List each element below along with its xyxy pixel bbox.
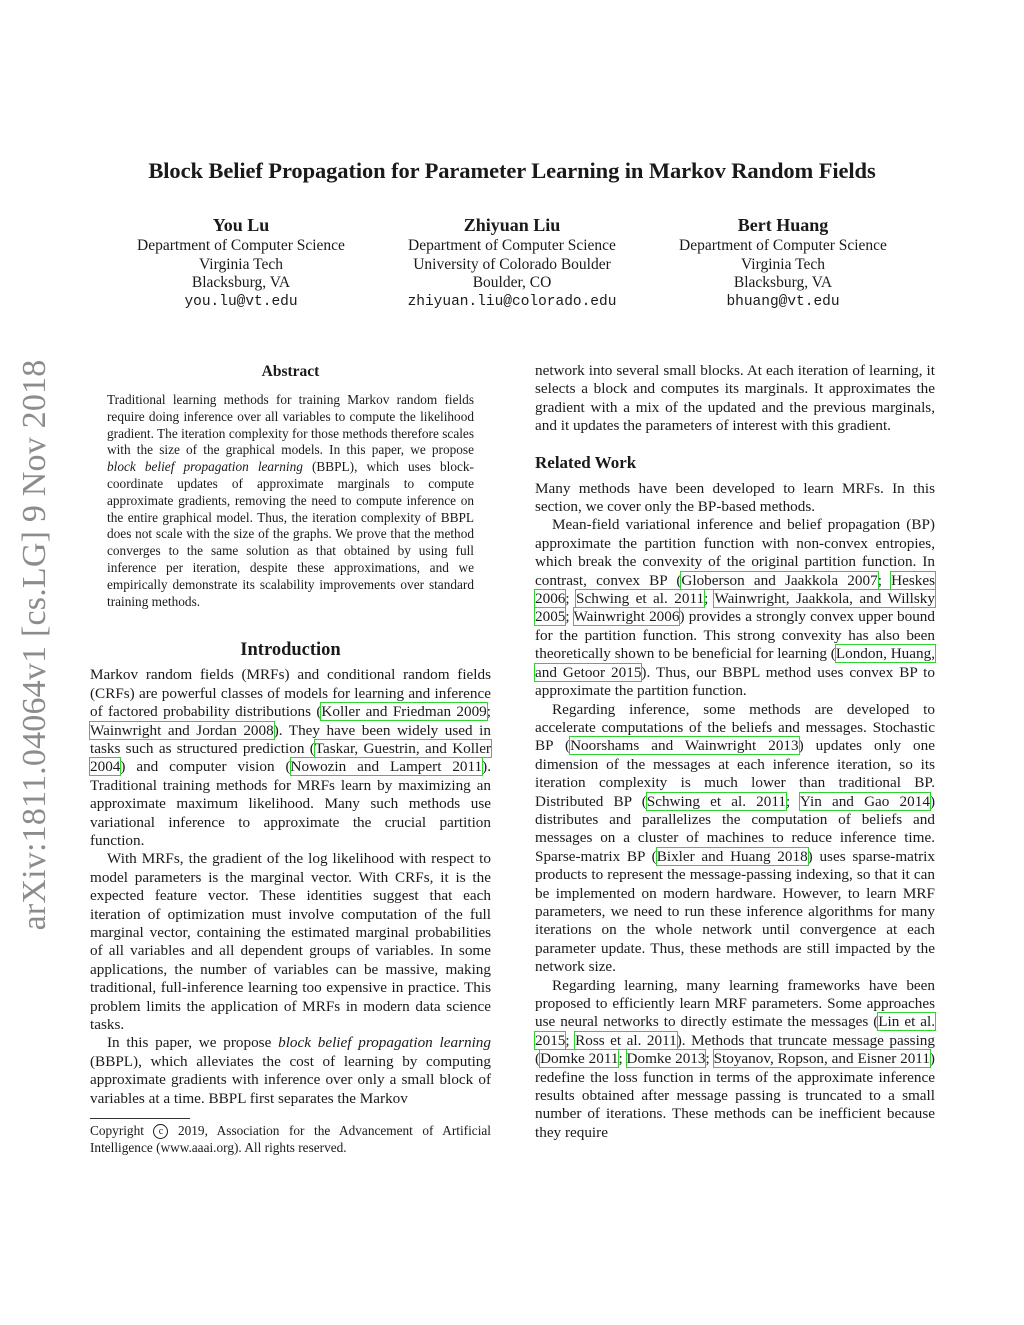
- paragraph: In this paper, we propose block belief propagation learning (BBPL), which alleviates the cost of learning by computing approximate gradients with inference over only a small block of variables at a time. BBPL first separates the Markov: [90, 1034, 491, 1107]
- paragraph: Regarding learning, many learning frameworks have been proposed to efficiently learn MRF parameters. Some approaches use neural networks to directly estimate the messages (Lin et al. 2015; Ross et al. 2011). Methods that truncate message passing (Domke 2011; Domke 2013; Stoyanov, Ropson, and Eisner 2011) redefine the loss function in terms of the approximate inference results obtained after message passing is truncated to a small number of iterations. These methods can be inefficient because they require: [535, 976, 935, 1141]
- introduction-body: [90, 666, 491, 1108]
- citation-link[interactable]: Noorshams and Wainwright 2013: [570, 737, 799, 755]
- citation-link[interactable]: Domke 2013: [626, 1050, 706, 1068]
- citation-link[interactable]: Wainwright and Jordan 2008: [90, 721, 274, 739]
- author-department: Department of Computer Science: [408, 237, 616, 254]
- paragraph: Regarding inference, some methods are developed to accelerate computations of the beliefs and messages. Stochastic BP (Noorshams and Wainwright 2013) updates only one dimension of the messages at each inference iteration, so its iteration complexity is much lower than traditional BP. Distributed BP (Schwing et al. 2011; Yin and Gao 2014) distributes and parallelizes the computation of beliefs and messages on a cluster of machines to reduce inference time. Sparse-matrix BP (Bixler and Huang 2018) uses sparse-matrix products to represent the message-passing indexing, so that it can be implemented on modern hardware. However, to learn MRF parameters, we need to run these inference algorithms for many iterations on the whole network until convergence at each parameter update. Thus, these methods are still impacted by the network size.: [535, 700, 935, 976]
- author-block: [633, 214, 933, 311]
- author-institution: Virginia Tech: [199, 255, 283, 273]
- left-column: [90, 362, 491, 1156]
- citation-link[interactable]: Wainwright 2006: [573, 608, 680, 626]
- author-department: Department of Computer Science: [679, 237, 887, 254]
- citation-link[interactable]: Globerson and Jaakkola 2007: [681, 571, 878, 589]
- citation-link[interactable]: Wainwright, Jaakkola, and Willsky 2005: [535, 590, 935, 626]
- introduction-heading: Introduction: [240, 640, 341, 661]
- paragraph: With MRFs, the gradient of the log likelihood with respect to model parameters is the marginal vector. With CRFs, it is the expected feature vector. These identities suggest that each iteration of optimization must involve computation of the full marginal vector, containing the estimated marginal probabilities of all variables and all dependent groups of variables. In some applications, the number of variables can be massive, making traditional, full-inference learning too expensive in practice. This problem limits the application of MRFs in modern data science tasks.: [90, 850, 491, 1034]
- author-location: Blacksburg, VA: [733, 274, 833, 291]
- citation-link[interactable]: Taskar, Guestrin, and Koller 2004: [90, 739, 491, 776]
- citation-link[interactable]: Schwing et al. 2011: [646, 792, 786, 810]
- citation-link[interactable]: Domke 2011: [540, 1050, 619, 1068]
- copyright-icon: c: [153, 1124, 168, 1139]
- abstract-heading: Abstract: [261, 363, 320, 380]
- footnote-rule: [90, 1118, 190, 1119]
- paragraph: Mean-field variational inference and belief propagation (BP) approximate the partition function with non-convex entropies, which break the convexity of the original partition function. In contrast, convex BP (Globerson and Jaakkola 2007; Heskes 2006; Schwing et al. 2011; Wainwright, Jaakkola, and Willsky 2005; Wainwright 2006) provides a strongly convex upper bound for the partition function. This strong convexity has also been theoretically shown to be beneficial for learning (London, Huang, and Getoor 2015). Thus, our BBPL method uses convex BP to approximate the partition function.: [535, 516, 935, 700]
- author-email[interactable]: you.lu@vt.edu: [184, 293, 298, 310]
- author-email[interactable]: bhuang@vt.edu: [726, 293, 840, 310]
- citation-link[interactable]: Lin et al. 2015: [535, 1013, 935, 1049]
- copyright-footnote: Copyright c 2019, Association for the Advancement of Artificial Intelligence (www.aaai.org). All rights reserved.: [90, 1123, 491, 1155]
- paper-title: Block Belief Propagation for Parameter Learning in Markov Random Fields: [148, 158, 876, 183]
- arxiv-stamp: arXiv:1811.04064v1 [cs.LG] 9 Nov 2018: [16, 359, 53, 931]
- citation-link[interactable]: Koller and Friedman 2009: [321, 703, 487, 721]
- author-name: Bert Huang: [737, 215, 829, 235]
- author-institution: Virginia Tech: [741, 255, 825, 273]
- author-department: Department of Computer Science: [137, 237, 345, 254]
- author-name: Zhiyuan Liu: [463, 215, 561, 235]
- paragraph: Markov random fields (MRFs) and conditional random fields (CRFs) are powerful classes of models for learning and inference of factored probability distributions (Koller and Friedman 2009; Wainwright and Jordan 2008). They have been widely used in tasks such as structured prediction (Taskar, Guestrin, and Koller 2004) and computer vision (Nowozin and Lampert 2011). Traditional training methods for MRFs learn by maximizing an approximate maximum likelihood. Many such methods use variational inference to approximate the crucial partition function.: [90, 666, 491, 850]
- author-block: [362, 214, 662, 311]
- right-column: [535, 362, 935, 1142]
- author-location: Blacksburg, VA: [191, 274, 291, 291]
- author-location: Boulder, CO: [472, 274, 552, 291]
- citation-link[interactable]: London, Huang, and Getoor 2015: [535, 645, 935, 681]
- citation-link[interactable]: Stoyanov, Ropson, and Eisner 2011: [713, 1050, 930, 1068]
- abstract-body: Traditional learning methods for training Markov random fields require doing inference over all variables to compute the likelihood gradient. The iteration complexity for those methods therefore scales with the size of the graphical models. In this paper, we propose block belief propagation learning (BBPL), which uses block-coordinate updates of approximate marginals to compute approximate gradients, removing the need to compute inference on the entire graphical model. Thus, the iteration complexity of BBPL does not scale with the size of the graphs. We prove that the method converges to the same solution as that obtained by using full inference per iteration, despite these approximations, and we empirically demonstrate its scalability improvements over standard training methods.: [107, 392, 474, 609]
- citation-link[interactable]: Bixler and Huang 2018: [656, 847, 808, 865]
- citation-link[interactable]: Ross et al. 2011: [575, 1031, 677, 1049]
- author-institution: University of Colorado Boulder: [413, 255, 611, 273]
- paragraph: network into several small blocks. At each iteration of learning, it selects a block and computes its marginals. It approximates the gradient with a mix of the updated and the previous marginals, and it updates the parameters of interest with this gradient.: [535, 362, 935, 435]
- citation-link[interactable]: Yin and Gao 2014: [799, 792, 930, 810]
- author-block: [91, 214, 391, 311]
- author-email[interactable]: zhiyuan.liu@colorado.edu: [407, 293, 617, 310]
- citation-link[interactable]: Nowozin and Lampert 2011: [290, 758, 483, 776]
- citation-link[interactable]: Schwing et al. 2011: [576, 590, 705, 608]
- paragraph: Many methods have been developed to learn MRFs. In this section, we cover only the BP-based methods.: [535, 479, 935, 516]
- author-name: You Lu: [212, 215, 270, 235]
- related-work-body: [535, 480, 935, 1143]
- related-work-heading: Related Work: [535, 452, 637, 472]
- citation-link[interactable]: Heskes 2006: [535, 571, 935, 608]
